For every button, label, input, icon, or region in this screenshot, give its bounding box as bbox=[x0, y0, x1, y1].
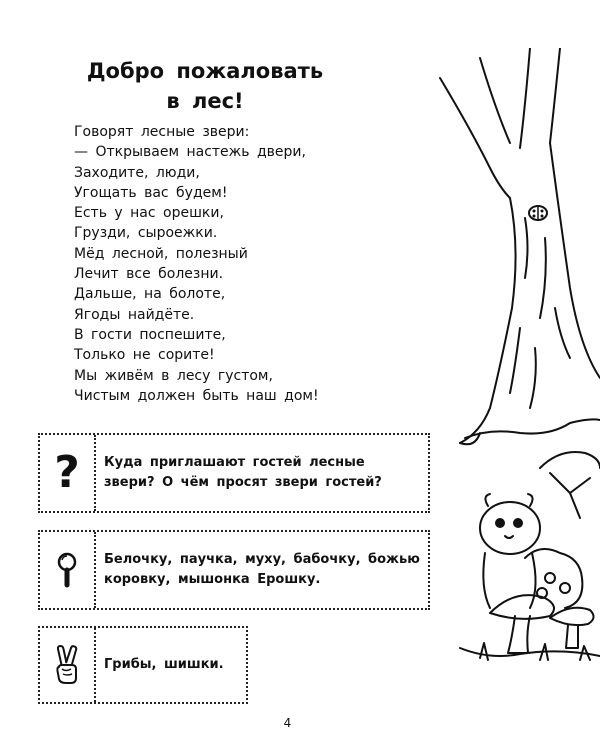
ladybug-icon bbox=[529, 206, 547, 220]
page-number: 4 bbox=[283, 716, 292, 730]
poem-line: Только не сорите! bbox=[74, 347, 215, 364]
find-text: Белочку, паучка, муху, бабочку, божью коровку, мышонка Ерошку. bbox=[104, 552, 420, 587]
find-box bbox=[38, 530, 430, 610]
title-line-2: в лес! bbox=[166, 89, 244, 113]
forest-illustration bbox=[420, 48, 600, 673]
question-mark-symbol: ? bbox=[54, 447, 80, 498]
poem-line: Грузди, сыроежки. bbox=[74, 225, 218, 242]
box-divider bbox=[94, 628, 96, 702]
poem-line: В гости поспешите, bbox=[74, 326, 226, 343]
question-text: Куда приглашают гостей лесные звери? О чём просят звери гостей? bbox=[104, 455, 382, 490]
poem-line: Дальше, на болоте, bbox=[74, 286, 226, 303]
victory-hand-icon bbox=[40, 628, 94, 702]
poem-line: Мёд лесной, полезный bbox=[74, 245, 248, 262]
poem-line: Заходите, люди, bbox=[74, 164, 200, 181]
magnifier-icon bbox=[40, 532, 94, 608]
poem-line: Говорят лесные звери: bbox=[74, 124, 250, 140]
poem-line: Лечит все болезни. bbox=[74, 266, 224, 283]
poem-line: Мы живём в лесу густом, bbox=[74, 367, 273, 384]
box-divider bbox=[94, 532, 96, 608]
box-divider bbox=[94, 435, 96, 511]
poem-line: — Открываем настежь двери, bbox=[74, 144, 306, 161]
question-box bbox=[38, 433, 430, 513]
poem-line: Чистым должен быть наш дом! bbox=[74, 387, 319, 404]
poem-line: Ягоды найдёте. bbox=[74, 306, 195, 323]
poem-line: Есть у нас орешки, bbox=[74, 205, 224, 222]
count-text: Грибы, шишки. bbox=[104, 657, 224, 672]
poem-line: Угощать вас будем! bbox=[74, 184, 228, 201]
count-box bbox=[38, 626, 248, 704]
title-line-1: Добро пожаловать bbox=[86, 59, 324, 83]
page-title bbox=[80, 56, 330, 116]
poem bbox=[74, 122, 374, 406]
question-mark-icon bbox=[40, 435, 94, 511]
